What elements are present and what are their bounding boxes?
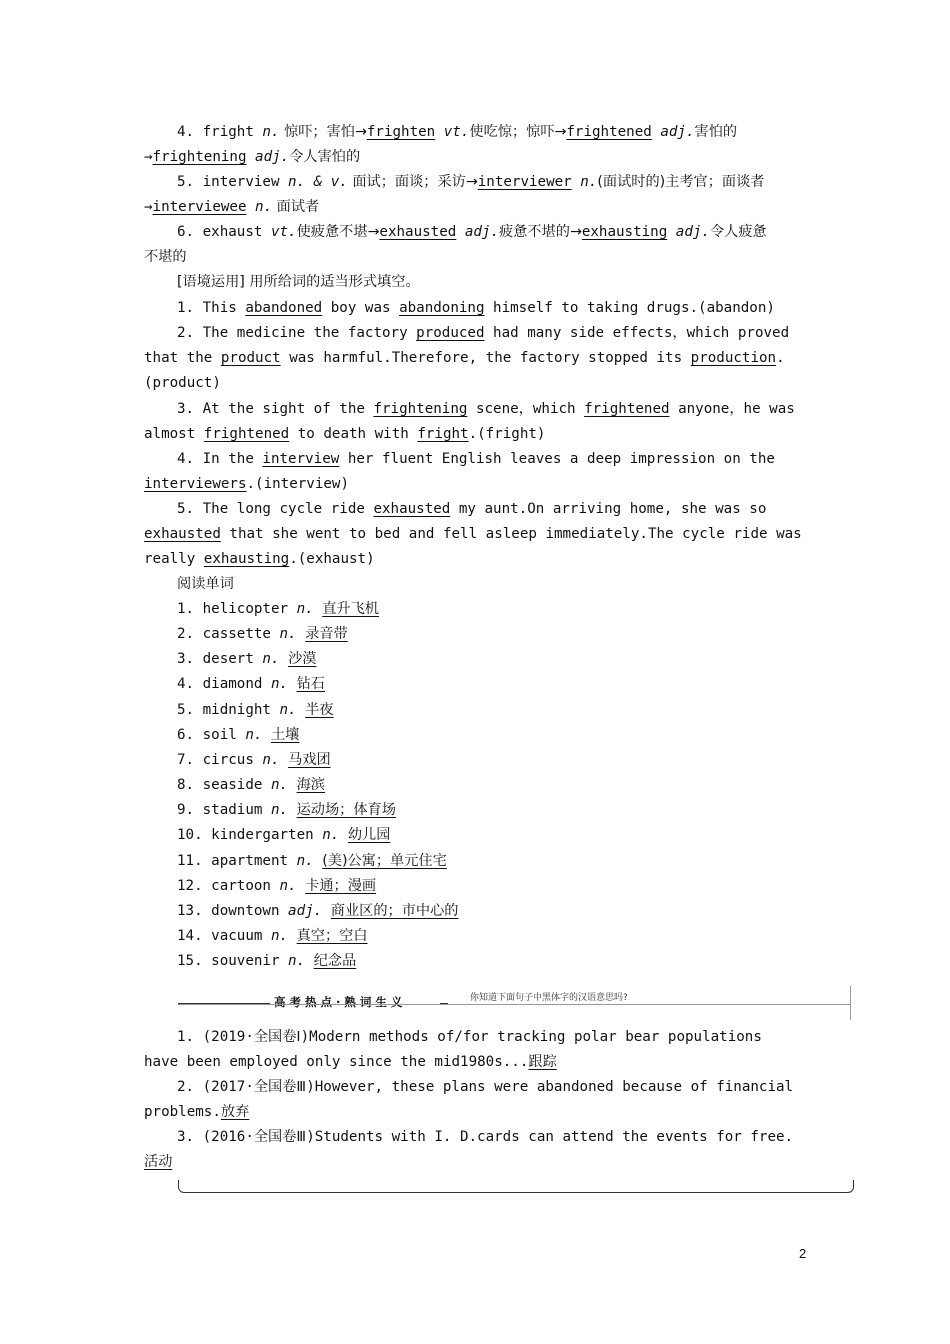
- answer-blank: 半夜: [305, 701, 334, 718]
- pos-label: adj.: [667, 224, 710, 240]
- pos-label: n.: [262, 651, 280, 668]
- exercise-text: her fluent English leaves a deep impression on the: [339, 451, 775, 467]
- exercise-4-line1: [177, 447, 847, 472]
- answer-blank: interview: [262, 451, 340, 467]
- answer-blank: 海滨: [296, 777, 325, 794]
- reading-word-item: [177, 773, 847, 798]
- answer-blank: frighten: [366, 124, 436, 140]
- pos-label: n.: [262, 751, 280, 768]
- exercise-text: almost: [144, 426, 204, 442]
- answer-blank: exhausting: [581, 224, 668, 240]
- reading-word-item: [177, 823, 847, 848]
- hot-3-line2: [144, 1150, 814, 1175]
- derivation-6-line2: [144, 245, 814, 270]
- arrow: →: [144, 199, 153, 215]
- exercise-text: that the: [144, 350, 221, 366]
- answer-blank: fright: [417, 426, 469, 442]
- page-number: 2: [799, 1246, 807, 1261]
- meaning-text: 不堪的: [144, 249, 187, 265]
- word-entry: 7. circus: [177, 751, 263, 768]
- pos-label: n.: [262, 124, 280, 140]
- hot-2-line1: 2. (2017·全国卷Ⅲ)However, these plans were abandoned because of financial: [177, 1079, 794, 1095]
- reading-word-item: [177, 647, 847, 672]
- banner-edge: [850, 986, 855, 1020]
- meaning-text: 惊吓；害怕→: [279, 124, 367, 140]
- word-entry: 11. apartment: [177, 852, 297, 869]
- answer-blank: 直升飞机: [322, 601, 379, 617]
- answer-blank: 幼儿园: [347, 827, 391, 844]
- derivation-text: 6. exhaust: [177, 224, 271, 240]
- meaning-text: 面试者: [272, 199, 320, 215]
- answer-blank: 商业区的；市中心的: [330, 902, 459, 919]
- context-heading: [语境运用] 用所给词的适当形式填空。: [177, 274, 420, 290]
- exercise-3-line2: [144, 422, 814, 447]
- sentence-text: have been employed only since the mid1980s...: [144, 1054, 529, 1070]
- pos-label: n.: [571, 174, 598, 190]
- answer-blank: 沙漠: [288, 651, 317, 668]
- reading-word-item: [177, 849, 847, 874]
- answer-blank: frightening: [373, 401, 468, 417]
- pos-label: n.: [296, 601, 314, 617]
- exercise-text: 3. At the sight of the: [177, 401, 374, 417]
- reading-word-item: [177, 798, 847, 823]
- exercise-text: was harmful.Therefore, the factory stopped its: [280, 350, 691, 366]
- word-entry: 10. kindergarten: [177, 827, 323, 844]
- pos-label: adj.: [651, 124, 695, 140]
- answer-blank: produced: [416, 325, 485, 341]
- derivation-text: 4. fright: [177, 124, 263, 140]
- meaning-text: 使吃惊；惊吓→: [469, 124, 567, 140]
- exercise-text: my aunt.On arriving home, she was so: [450, 501, 767, 517]
- reading-word-item: [177, 672, 847, 697]
- pos-label: n.: [270, 802, 289, 819]
- exercise-text: 5. The long cycle ride: [177, 501, 374, 517]
- answer-blank: 活动: [144, 1154, 173, 1170]
- exercise-text: had many side effects，which proved: [484, 325, 790, 341]
- hot-topic-banner: [178, 986, 854, 1020]
- meaning-text: 令人疲惫: [709, 224, 767, 240]
- pos-label: n.: [296, 852, 314, 869]
- answer-blank: product: [220, 350, 281, 366]
- pos-label: adj.: [246, 149, 290, 165]
- reading-word-item: [177, 924, 847, 949]
- banner-title: 高考热点·熟词生义: [274, 995, 407, 1009]
- word-entry: 15. souvenir: [177, 953, 289, 970]
- reading-word-item: [177, 748, 847, 773]
- exercise-text: scene，which: [467, 401, 585, 417]
- reading-word-item: [177, 723, 847, 748]
- pos-label: n.: [270, 927, 289, 944]
- meaning-text: 疲惫不堪的→: [499, 224, 582, 240]
- exercise-text: .(fright): [468, 426, 546, 442]
- answer-blank: 放弃: [220, 1104, 250, 1120]
- pos-label: n.: [246, 199, 273, 215]
- exercise-text: anyone，he was: [669, 401, 795, 417]
- answer-blank: interviewer: [477, 174, 572, 190]
- exercise-5-line3: [144, 547, 814, 572]
- word-entry: 9. stadium: [177, 802, 271, 819]
- reading-word-item: [177, 597, 847, 622]
- answer-blank: 钻石: [296, 676, 325, 693]
- hot-1-line2: [144, 1050, 814, 1075]
- answer-blank: exhausted: [144, 526, 221, 542]
- exercise-3-line1: [177, 397, 847, 422]
- word-entry: 14. vacuum: [177, 927, 271, 944]
- answer-blank: abandoning: [399, 300, 485, 316]
- exercise-text: .(interview): [246, 476, 349, 492]
- derivation-6-line1: [177, 220, 847, 245]
- section-box-bottom: [178, 1180, 854, 1193]
- banner-hint: 你知道下面句子中黑体字的汉语意思吗?: [470, 993, 628, 1003]
- meaning-text: 使疲惫不堪→: [296, 224, 380, 240]
- answer-blank: frightening: [152, 149, 247, 165]
- pos-label: n.: [279, 877, 297, 894]
- answer-blank: interviewee: [152, 199, 247, 215]
- answer-blank: 土壤: [270, 726, 300, 743]
- banner-rule-base: [178, 1004, 850, 1005]
- exercise-text: .: [776, 350, 785, 366]
- answer-blank: 跟踪: [528, 1054, 557, 1070]
- exercise-1: [177, 296, 847, 321]
- exercise-text: .(exhaust): [289, 551, 375, 567]
- answer-blank: 纪念品: [313, 953, 357, 970]
- exercise-4-line2: [144, 472, 814, 497]
- answer-blank: frightened: [203, 426, 290, 442]
- reading-word-item: [177, 622, 847, 647]
- exercise-text: 4. In the: [177, 451, 263, 467]
- answer-blank: 运动场；体育场: [296, 802, 396, 819]
- word-entry: 13. downtown: [177, 902, 289, 919]
- word-entry: 1. helicopter: [177, 601, 297, 617]
- word-entry: 2. cassette: [177, 626, 280, 643]
- derivation-5-line2: [144, 195, 814, 220]
- word-entry: 6. soil: [177, 726, 246, 743]
- reading-word-item: [177, 949, 847, 974]
- meaning-text: 面试；面谈；采访→: [347, 174, 478, 190]
- pos-label: n.: [322, 827, 340, 844]
- exercise-text: boy was: [322, 300, 400, 316]
- answer-blank: 真空；空白: [296, 927, 368, 944]
- word-entry: 3. desert: [177, 651, 263, 668]
- exercise-2-line3: (product): [144, 375, 221, 391]
- hot-1-line1: 1. (2019·全国卷Ⅰ)Modern methods of/for tracking polar bear populations: [177, 1029, 762, 1045]
- word-entry: 4. diamond: [177, 676, 271, 693]
- meaning-text: 害怕的: [694, 124, 738, 140]
- hot-2-line2: [144, 1100, 814, 1125]
- hot-3-line1: 3. (2016·全国卷Ⅲ)Students with I. D.cards can attend the events for free.: [177, 1129, 794, 1145]
- pos-label: n.: [270, 676, 289, 693]
- pos-label: vt.: [270, 224, 297, 240]
- answer-blank: exhausted: [379, 224, 457, 240]
- answer-blank: 录音带: [305, 626, 348, 643]
- exercise-text: really: [144, 551, 204, 567]
- pos-label: adj.: [456, 224, 500, 240]
- pos-label: vt.: [435, 124, 470, 140]
- reading-word-item: [177, 874, 847, 899]
- answer-blank: frightened: [584, 401, 670, 417]
- pos-label: n.: [279, 701, 297, 718]
- arrow: →: [144, 149, 153, 165]
- meaning-text: (面试时的)主考官；面谈者: [597, 174, 765, 190]
- derivation-text: 5. interview: [177, 174, 289, 190]
- answer-blank: 马戏团: [288, 751, 331, 768]
- sentence-text: problems.: [144, 1104, 221, 1120]
- derivation-4-line1: [177, 120, 847, 145]
- pos-label: n.: [288, 953, 306, 970]
- exercise-text: 2. The medicine the factory: [177, 325, 417, 341]
- pos-label: n.: [279, 626, 297, 643]
- pos-label: n. & v.: [288, 174, 348, 190]
- word-entry: 8. seaside: [177, 777, 271, 794]
- answer-blank: (美)公寓；单元住宅: [322, 852, 447, 869]
- exercise-text: to death with: [289, 426, 418, 442]
- answer-blank: frightened: [566, 124, 652, 140]
- exercise-text: himself to taking drugs.(abandon): [484, 300, 775, 316]
- pos-label: n.: [245, 726, 263, 743]
- derivation-5-line1: [177, 170, 847, 195]
- answer-blank: exhausting: [203, 551, 290, 567]
- answer-blank: exhausted: [373, 501, 451, 517]
- derivation-4-line2: [144, 145, 814, 170]
- exercise-5-line1: [177, 497, 847, 522]
- reading-word-item: [177, 698, 847, 723]
- meaning-text: 令人害怕的: [289, 149, 361, 165]
- pos-label: n.: [270, 777, 289, 794]
- word-entry: 12. cartoon: [177, 877, 280, 894]
- exercise-text: 1. This: [177, 300, 246, 316]
- answer-blank: abandoned: [245, 300, 323, 316]
- exercise-2-line2: [144, 346, 814, 371]
- pos-label: adj.: [288, 902, 323, 919]
- word-entry: 5. midnight: [177, 701, 280, 718]
- exercise-5-line2: [144, 522, 814, 547]
- answer-blank: interviewers: [144, 476, 247, 492]
- reading-heading: 阅读单词: [177, 576, 234, 592]
- exercise-2-line1: [177, 321, 847, 346]
- answer-blank: production: [690, 350, 777, 366]
- answer-blank: 卡通；漫画: [305, 877, 377, 894]
- reading-word-item: [177, 899, 847, 924]
- exercise-text: that she went to bed and fell asleep immediately.The cycle ride was: [220, 526, 802, 542]
